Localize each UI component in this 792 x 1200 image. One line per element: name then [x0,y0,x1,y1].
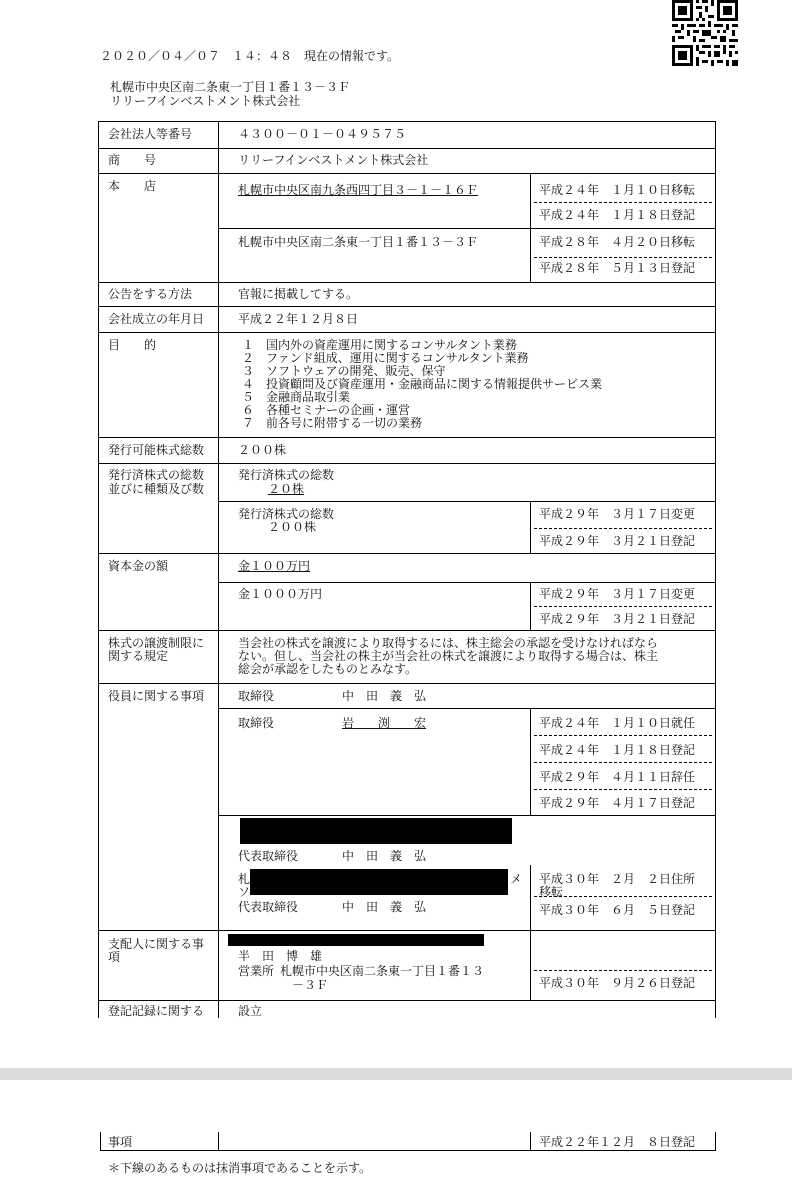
record-date: 平成２２年１２月 ８日登記 [539,1135,696,1149]
officer-3-name: 中 田 義 弘 [342,849,427,863]
table-right-border [715,1132,716,1150]
officer-3-role: 代表取締役 [238,849,299,863]
officer-4-prefix-2: ソ [238,885,251,899]
date-dash [534,202,712,203]
officer-1-role: 取締役 [238,689,275,703]
officer-1-name: 中 田 義 弘 [342,689,427,703]
date-dash [534,257,712,258]
trade-name-label: 商 号 [108,153,157,167]
transfer-restriction-line: ない。但し、当会社の株主が当会社の株式を譲渡により取得する場合は、株主 [238,649,659,663]
corp-number-value: ４３００－０１－０４９５７５ [238,127,407,141]
officer-2-date-1: 平成２４年 １月１０日就任 [539,716,696,730]
manager-office-line-2: －３Ｆ [292,978,329,992]
head-office-label: 本 店 [108,179,157,193]
officer-4-date-2: 平成３０年 ６月 ５日登記 [539,903,696,917]
date-column-divider [530,582,531,630]
officer-4-suffix: メ [510,872,523,886]
officer-2-date-4: 平成２９年 ４月１７日登記 [539,796,696,810]
record-label-2: 事項 [108,1135,133,1149]
officer-2-name: 岩 渕 宏 [342,716,427,730]
purpose-item: ５ 金融商品取引業 [242,390,351,404]
table-top-border [98,121,715,122]
row-divider [98,282,715,283]
date-dash [534,762,712,763]
date-dash [534,789,712,790]
head-office-date-1a: 平成２４年 １月１０日移転 [539,183,696,197]
issued-shares-label-2: 並びに種類及び数 [108,482,205,496]
purpose-item: ４ 投資顧問及び資産運用・金融商品に関する情報提供サービス業 [242,377,603,391]
head-office-address-1: 札幌市中央区南九条西四丁目３－１－１６Ｆ [238,183,479,197]
capital-label: 資本金の額 [108,559,169,573]
purpose-item: ６ 各種セミナーの企画・運営 [242,403,411,417]
table-right-border [715,121,716,1018]
header-company-name: リリーフインベストメント株式会社 [110,94,301,108]
footnote: ＊下線のあるものは抹消事項であることを示す。 [108,1161,372,1175]
row-divider [98,332,715,333]
transfer-restriction-label-2: 関する規定 [108,649,169,663]
date-column-divider [530,865,531,930]
issued-shares-title-1: 発行済株式の総数 [238,468,335,482]
officer-4-role: 代表取締役 [238,900,299,914]
page-gap [0,1068,792,1080]
subrow-divider [218,582,715,583]
row-divider [98,930,715,931]
capital-date-1: 平成２９年 ３月１７日変更 [539,587,696,601]
capital-date-2: 平成２９年 ３月２１日登記 [539,612,696,626]
row-divider [98,463,715,464]
label-column-divider [218,121,219,1018]
founded-date-label: 会社成立の年月日 [108,312,205,326]
row-divider [98,306,715,307]
record-label-1: 登記記録に関する [108,1004,205,1018]
officers-label: 役員に関する事項 [108,689,205,703]
corp-number-label: 会社法人等番号 [108,127,193,141]
purpose-item: ３ ソフトウェアの開発、販売、保守 [242,364,446,378]
capital-value-2: 金１０００万円 [238,587,323,601]
officer-4-date-1: 平成３０年 ２月 ２日住所 [539,872,696,886]
date-column-divider [530,1132,531,1150]
purpose-item: ７ 前各号に附帯する一切の業務 [242,416,423,430]
purpose-item: ２ ファンド組成、運用に関するコンサルタント業務 [242,351,529,365]
manager-label-1: 支配人に関する事 [108,937,205,951]
trade-name-value: リリーフインベストメント株式会社 [238,153,429,167]
date-column-divider [530,708,531,815]
row-divider [98,173,715,174]
issued-shares-label-1: 発行済株式の総数 [108,468,205,482]
subrow-divider [218,815,715,816]
head-office-date-1b: 平成２４年 １月１８日登記 [539,208,696,222]
officer-4-date-1b: 移転 [539,885,564,899]
head-office-address-2: 札幌市中央区南二条東一丁目１番１３－３Ｆ [238,235,479,249]
head-office-date-2b: 平成２８年 ５月１３日登記 [539,261,696,275]
authorized-shares-label: 発行可能株式総数 [108,443,205,457]
officer-2-role: 取締役 [238,716,275,730]
date-dash [534,606,712,607]
purpose-label: 目 的 [108,338,157,352]
issued-shares-value-1: ２０株 [268,482,305,496]
qr-code-icon [672,0,738,66]
date-column-divider [530,501,531,553]
issued-shares-date-1: 平成２９年 ３月１７日変更 [539,507,696,521]
issued-shares-date-2: 平成２９年 ３月２１日登記 [539,534,696,548]
table-left-border [98,121,99,1018]
issued-shares-value-2: ２００株 [268,520,317,534]
issued-shares-title-2: 発行済株式の総数 [238,507,335,521]
row-divider [98,1000,715,1001]
date-column-divider [530,930,531,1000]
header-address: 札幌市中央区南二条東一丁目１番１３－３Ｆ [110,80,351,94]
date-dash [534,528,712,529]
transfer-restriction-line: 当会社の株式を譲渡により取得するには、株主総会の承認を受けなければなら [238,636,659,650]
row-divider [98,683,715,684]
manager-label-2: 項 [108,950,121,964]
founded-date-value: 平成２２年１２月８日 [238,312,359,326]
manager-date: 平成３０年 ９月２６日登記 [539,976,696,990]
label-column-divider [218,1132,219,1150]
capital-value-1: 金１００万円 [238,559,311,573]
officer-4-name: 中 田 義 弘 [342,900,427,914]
manager-name: 半 田 博 雄 [238,949,323,963]
record-value: 設立 [238,1004,263,1018]
notice-method-value: 官報に掲載してする。 [238,287,359,301]
subrow-divider [218,228,715,229]
officer-2-date-2: 平成２４年 １月１８日登記 [539,743,696,757]
redaction-bar [228,934,484,946]
row-divider [98,148,715,149]
print-datetime: ２０２０／０４／０７ １４：４８ 現在の情報です。 [100,49,400,63]
purpose-item: １ 国内外の資産運用に関するコンサルタント業務 [242,338,517,352]
transfer-restriction-label-1: 株式の譲渡制限に [108,636,205,650]
subrow-divider [218,501,715,502]
manager-office-label: 営業所 [238,964,275,978]
row-divider [98,630,715,631]
document-page-2 [0,1080,792,1200]
officer-2-date-3: 平成２９年 ４月１１日辞任 [539,770,696,784]
row-divider [98,437,715,438]
date-dash [534,735,712,736]
subrow-divider [218,708,715,709]
date-dash [534,970,712,971]
authorized-shares-value: ２００株 [238,443,287,457]
date-column-divider [530,173,531,282]
redaction-bar [240,818,512,844]
head-office-date-2a: 平成２８年 ４月２０日移転 [539,235,696,249]
manager-office-line-1: 札幌市中央区南二条東一丁目１番１３ [280,964,485,978]
officer-4-prefix: 札 [238,872,251,886]
redaction-bar [250,869,508,895]
table-left-border [100,1132,101,1150]
notice-method-label: 公告をする方法 [108,287,193,301]
table-bottom-border [100,1150,716,1151]
row-divider [98,553,715,554]
transfer-restriction-line: 総会が承認をしたものとみなす。 [238,662,418,676]
